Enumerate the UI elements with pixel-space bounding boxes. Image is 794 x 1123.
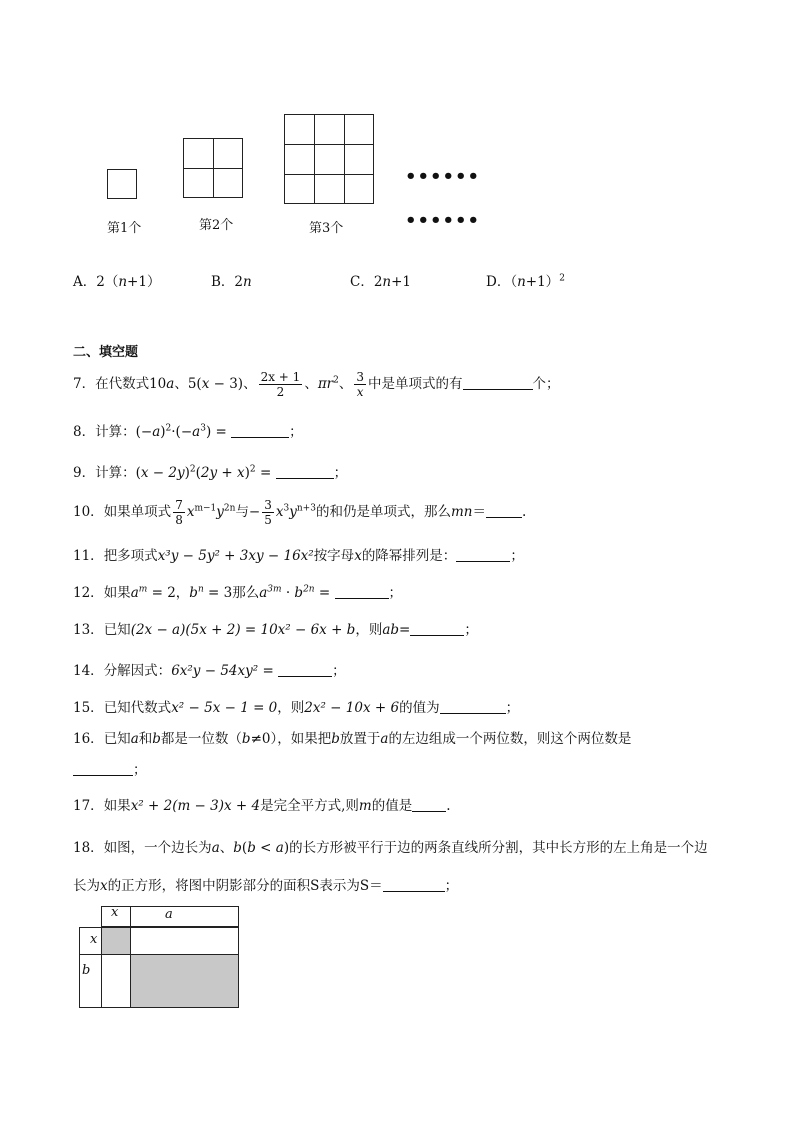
answer-blank[interactable] (463, 377, 533, 390)
grid-line (284, 174, 374, 175)
question-8: 8．计算：$(-a)^2\cdot(-a^3)$ = ； (73, 423, 303, 440)
ellipsis-dots: •••••• (405, 210, 481, 231)
label-x-top: x (111, 905, 119, 920)
answer-blank[interactable] (278, 664, 332, 677)
divider-line (79, 954, 102, 955)
option-a[interactable]: A．2（n+1） (73, 274, 161, 290)
fraction: $\frac{2x + 1}{2}$ (260, 370, 301, 399)
label-a-top: a (165, 907, 173, 922)
answer-blank[interactable] (73, 763, 133, 776)
answer-blank[interactable] (456, 549, 510, 562)
shaded-square (102, 928, 130, 954)
grid-line (183, 168, 243, 169)
question-15: 15．已知代数式x² − 5x − 1 = 0，则2x² − 10x + 6的值为 ； (73, 700, 520, 716)
answer-blank[interactable] (440, 701, 506, 714)
option-c[interactable]: C．2n+1 (350, 274, 412, 290)
question-11: 11．把多项式x³y − 5y² + 3xy − 16x²按字母x的降幂排列是： ； (73, 548, 524, 564)
caption-2: 第2个 (199, 218, 234, 233)
question-7: 7．在代数式10a、5(x − 3)、 $\frac{2x + 1}{2}$ 、$\pi r^2$、 $\frac{3}{x}$ 中是单项式的有 个； (73, 370, 560, 399)
divider-line (130, 906, 131, 927)
square-3 (284, 114, 374, 204)
caption-1: 第1个 (107, 221, 142, 236)
question-17: 17．如果x² + 2(m − 3)x + 4是完全平方式,则m的值是 . (73, 798, 451, 814)
square-1 (107, 169, 137, 199)
fraction: $\frac{7}{8}$ (175, 498, 183, 527)
question-18: 18．如图，一个边长为a、b(b < a)的长方形被平行于边的两条直线所分割，其中长方形的左上角是一个边 (73, 840, 708, 856)
answer-blank[interactable] (412, 799, 446, 812)
fraction: $\frac{3}{5}$ (264, 498, 272, 527)
divider-line (101, 954, 239, 955)
answer-blank[interactable] (383, 879, 445, 892)
question-14: 14．分解因式：6x²y − 54xy² = ； (73, 663, 346, 679)
question-13: 13．已知(2x − a)(5x + 2) = 10x² − 6x + b，则ab= ； (73, 622, 478, 638)
answer-blank[interactable] (410, 623, 464, 636)
question-12: 12．如果$a^m = 2$，$b^n = 3$那么$a^{3m} \cdot b^{2n}$ = ； (73, 584, 403, 601)
answer-blank[interactable] (486, 505, 522, 518)
label-x-left: x (90, 932, 98, 947)
answer-blank[interactable] (231, 425, 289, 438)
fraction: $\frac{3}{x}$ (356, 370, 365, 399)
question-18-line-2: 长为x的正方形，将图中阴影部分的面积S表示为S＝ ； (73, 878, 459, 894)
option-b[interactable]: B．2n (211, 274, 252, 290)
label-b-left: b (82, 963, 91, 978)
grid-line (314, 114, 315, 204)
divider-line (130, 927, 131, 1008)
caption-3: 第3个 (309, 221, 344, 236)
ellipsis-dots: •••••• (405, 166, 481, 187)
grid-line (284, 144, 374, 145)
section-title: 二、填空题 (73, 345, 139, 360)
option-d[interactable]: D．$(n+1)^2$ (486, 273, 565, 290)
answer-blank[interactable] (276, 466, 334, 479)
grid-line (344, 114, 345, 204)
question-16: 16．已知a和b都是一位数（b≠0），如果把b放置于a的左边组成一个两位数，则这个两位数是 (73, 731, 632, 747)
answer-blank[interactable] (335, 586, 389, 599)
question-16-answer-line: ； (73, 758, 147, 778)
question-10: 10．如果单项式 $\frac{7}{8}$ $x^{m-1}y^{2n}$与− $\frac{3}{5}$ $x^3y^{n+3}$的和仍是单项式，那么mn＝ . (73, 498, 527, 527)
shaded-rectangle (131, 955, 238, 1007)
question-9: 9．计算：$(x - 2y)^2(2y + x)^2$ = ； (73, 464, 348, 481)
